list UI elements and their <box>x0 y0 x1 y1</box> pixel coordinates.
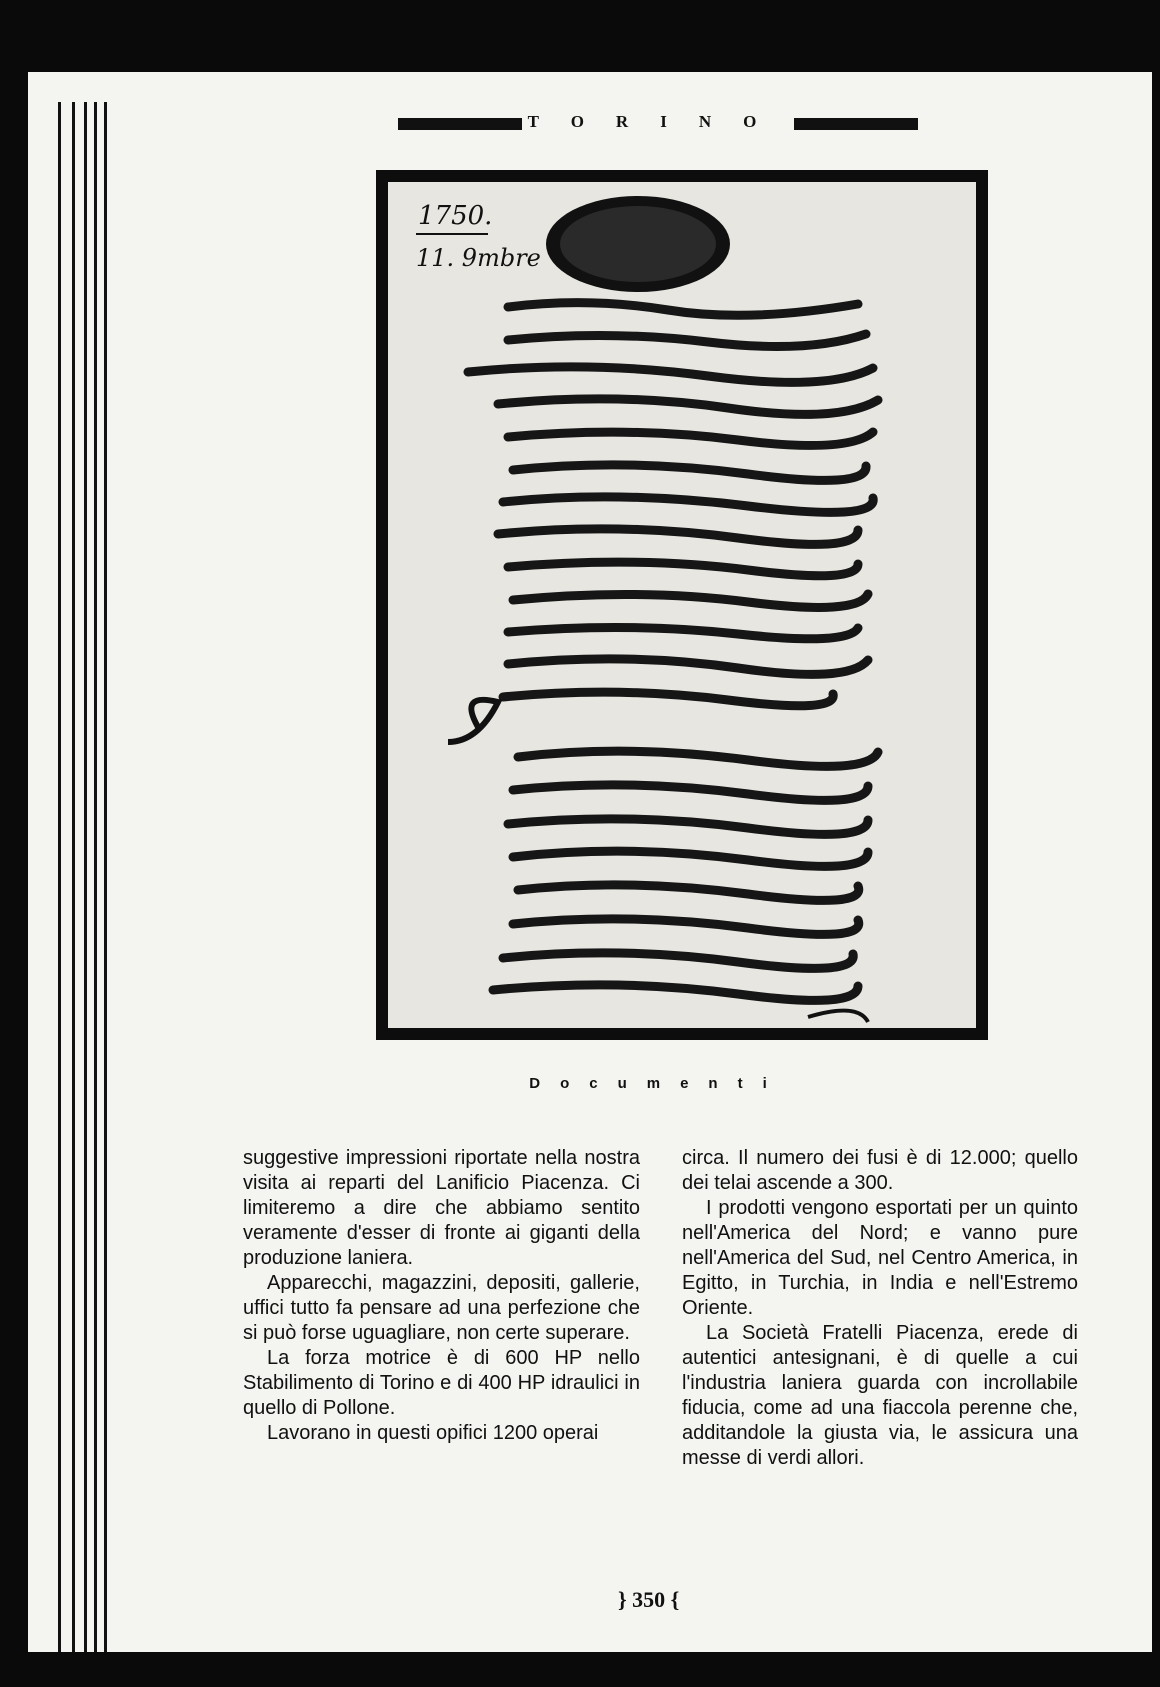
page-edges <box>28 102 118 1652</box>
paragraph: circa. Il numero dei fusi è di 12.000; quello dei telai ascende a 300. <box>682 1147 1078 1194</box>
manuscript-photo <box>376 170 988 1040</box>
paragraph: Lavorano in questi opifici 1200 operai <box>267 1422 599 1444</box>
running-head <box>398 112 918 134</box>
book-page <box>28 72 1152 1652</box>
paragraph: La Società Fratelli Piacenza, erede di autentici antesignani, è di quelle a cui l'industria laniera guarda con incrollabile fiducia, come ad una fiaccola perenne che, additandole la giusta via, le assicura una messe di verdi allori. <box>682 1322 1078 1469</box>
paragraph: Apparecchi, magazzini, depositi, gallerie, uffici tutto fa pensare ad una perfezione che si può forse uguagliare, non certe superare. <box>243 1272 640 1344</box>
paragraph: I prodotti vengono esportati per un quinto nell'America del Nord; e vanno pure nell'America del Sud, nel Centro America, in Egitto, in Turchia, in India e nell'Estremo Oriente. <box>682 1197 1078 1319</box>
manuscript-image <box>388 182 976 1028</box>
running-head-text: TORINO <box>522 112 795 131</box>
paragraph: La forza motrice è di 600 HP nello Stabilimento di Torino e di 400 HP idraulici in quello di Pollone. <box>243 1347 640 1419</box>
paragraph: suggestive impressioni riportate nella nostra visita ai reparti del Lanificio Piacenza. Ci limiteremo a dire che abbiamo sentito veramente d'esser di fronte ai giganti della produzione laniera. <box>243 1147 640 1269</box>
left-text-column <box>243 1146 640 1446</box>
year-note: 1750. <box>418 201 493 231</box>
date-note: 11. 9mbre <box>416 244 541 272</box>
right-text-column <box>682 1146 1078 1471</box>
page-number: } 350 { <box>618 1587 680 1612</box>
section-title: Documenti <box>529 1075 787 1092</box>
